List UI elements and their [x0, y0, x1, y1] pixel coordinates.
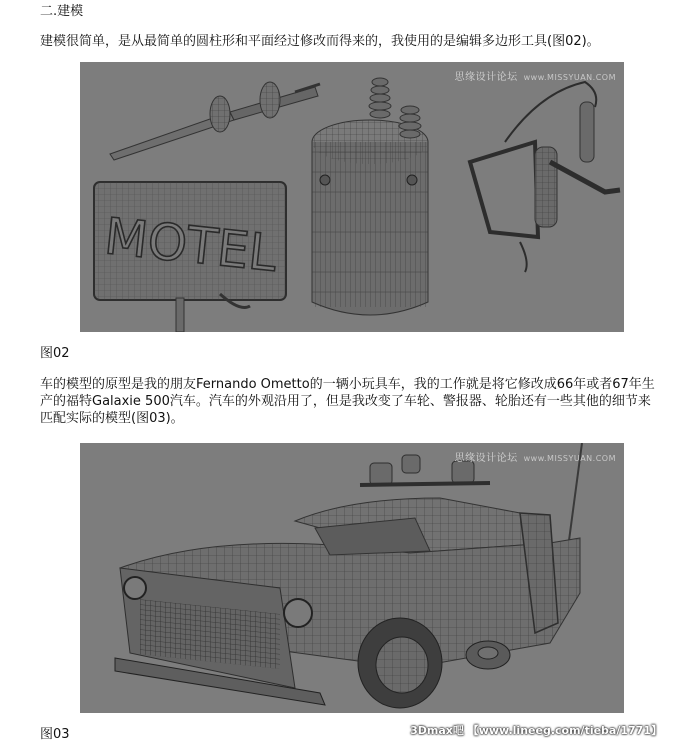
figure-03-render — [80, 443, 624, 713]
figure-03-caption: 图03 — [40, 727, 70, 742]
figure-02-render — [80, 62, 624, 332]
motel-sign-text: MOTEL — [101, 207, 280, 283]
front-wheel-model — [358, 618, 442, 708]
car-paragraph: 车的模型的原型是我的朋友Fernando Ometto的一辆小玩具车，我的工作就是将它修改成66年或者67年生产的福特Galaxie 500汽车。汽车的外观沿用了，但是我改变了车轮、警报器、轮胎还有一些其他的细节来匹配实际的模型(图03)。 — [40, 377, 655, 426]
car-body-model — [115, 498, 580, 705]
insulator-arm-model — [110, 82, 320, 160]
motel-sign-model — [94, 182, 286, 332]
cutout-switch-model — [470, 82, 620, 272]
transformer-drum-model — [312, 78, 428, 315]
detached-hubcap-model — [466, 641, 510, 669]
intro-paragraph: 建模很简单，是从最简单的圆柱形和平面经过修改而得来的，我使用的是编辑多边形工具(图02)。 — [40, 34, 600, 49]
figure-watermark: 思缘设计论坛 www.MISSYUAN.COM — [454, 453, 616, 464]
footer-watermark: 3Dmax吧 【www.lineeg.com/tieba/1771】 — [410, 724, 662, 737]
figure-watermark: 思缘设计论坛 www.MISSYUAN.COM — [454, 72, 616, 83]
police-car-wireframe-illustration — [80, 443, 624, 713]
section-heading: 二.建模 — [40, 4, 84, 19]
props-wireframe-illustration — [80, 62, 624, 332]
figure-02-caption: 图02 — [40, 346, 70, 361]
